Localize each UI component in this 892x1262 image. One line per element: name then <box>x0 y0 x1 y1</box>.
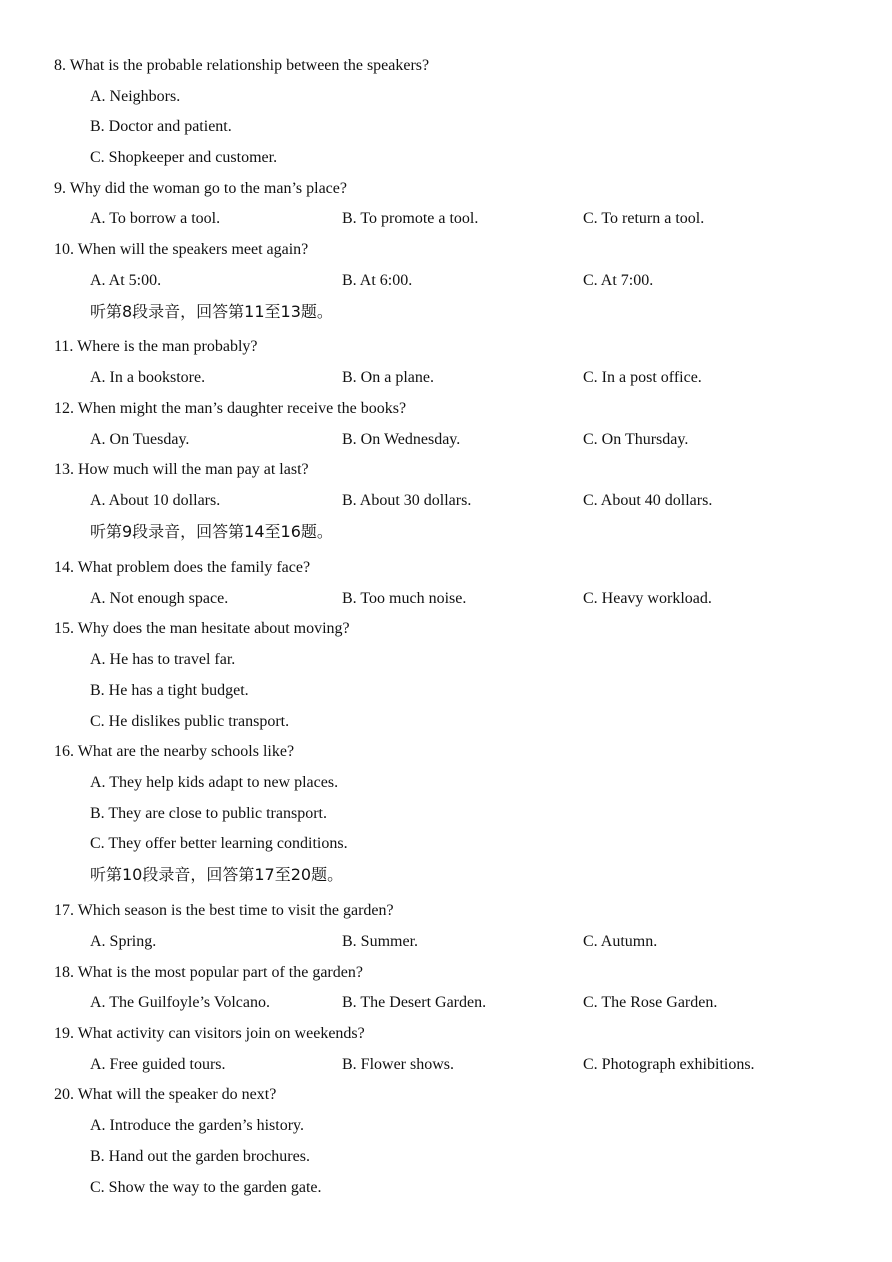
question-12-option-a: A. On Tuesday. <box>90 431 190 448</box>
question-12-option-c: C. On Thursday. <box>583 431 689 448</box>
question-9-option-a: A. To borrow a tool. <box>90 210 221 227</box>
question-16-option-a: A. They help kids adapt to new places. <box>90 774 339 791</box>
question-12-option-b: B. On Wednesday. <box>342 431 461 448</box>
question-13-option-a: A. About 10 dollars. <box>90 492 221 509</box>
question-17-option-c: C. Autumn. <box>583 933 658 950</box>
question-20: 20. What will the speaker do next? <box>54 1086 277 1103</box>
question-19-option-c: C. Photograph exhibitions. <box>583 1056 755 1073</box>
question-15-option-c: C. He dislikes public transport. <box>90 713 290 730</box>
question-13: 13. How much will the man pay at last? <box>54 461 309 478</box>
question-10-option-c: C. At 7:00. <box>583 272 654 289</box>
question-15: 15. Why does the man hesitate about moving? <box>54 620 350 637</box>
question-12: 12. When might the man’s daughter receive the books? <box>54 400 407 417</box>
question-11-option-b: B. On a plane. <box>342 369 434 386</box>
question-19: 19. What activity can visitors join on weekends? <box>54 1025 365 1042</box>
question-8-option-b: B. Doctor and patient. <box>90 118 232 135</box>
section-heading-10: 听第10段录音，回答第17至20题。 <box>90 865 344 884</box>
question-17: 17. Which season is the best time to visit the garden? <box>54 902 394 919</box>
question-16: 16. What are the nearby schools like? <box>54 743 295 760</box>
question-8-option-c: C. Shopkeeper and customer. <box>90 149 278 166</box>
question-14: 14. What problem does the family face? <box>54 559 311 576</box>
question-10: 10. When will the speakers meet again? <box>54 241 309 258</box>
question-18-option-b: B. The Desert Garden. <box>342 994 487 1011</box>
question-20-option-c: C. Show the way to the garden gate. <box>90 1179 322 1196</box>
question-20-option-a: A. Introduce the garden’s history. <box>90 1117 305 1134</box>
question-18-option-a: A. The Guilfoyle’s Volcano. <box>90 994 270 1011</box>
question-11-option-c: C. In a post office. <box>583 369 702 386</box>
question-13-option-c: C. About 40 dollars. <box>583 492 713 509</box>
question-15-option-a: A. He has to travel far. <box>90 651 236 668</box>
question-8: 8. What is the probable relationship between the speakers? <box>54 57 430 74</box>
question-9-option-c: C. To return a tool. <box>583 210 705 227</box>
question-16-option-b: B. They are close to public transport. <box>90 805 327 822</box>
question-17-option-a: A. Spring. <box>90 933 157 950</box>
question-14-option-b: B. Too much noise. <box>342 590 467 607</box>
question-18-option-c: C. The Rose Garden. <box>583 994 718 1011</box>
question-10-option-a: A. At 5:00. <box>90 272 162 289</box>
question-15-option-b: B. He has a tight budget. <box>90 682 249 699</box>
question-11-option-a: A. In a bookstore. <box>90 369 206 386</box>
question-10-option-b: B. At 6:00. <box>342 272 413 289</box>
question-14-option-c: C. Heavy workload. <box>583 590 712 607</box>
question-9: 9. Why did the woman go to the man’s place? <box>54 180 347 197</box>
question-20-option-b: B. Hand out the garden brochures. <box>90 1148 310 1165</box>
question-14-option-a: A. Not enough space. <box>90 590 229 607</box>
question-11: 11. Where is the man probably? <box>54 338 258 355</box>
section-heading-9: 听第9段录音，回答第14至16题。 <box>90 522 333 541</box>
question-19-option-b: B. Flower shows. <box>342 1056 455 1073</box>
question-8-option-a: A. Neighbors. <box>90 88 181 105</box>
question-18: 18. What is the most popular part of the garden? <box>54 964 363 981</box>
question-9-option-b: B. To promote a tool. <box>342 210 479 227</box>
section-heading-8: 听第8段录音，回答第11至13题。 <box>90 302 333 321</box>
question-13-option-b: B. About 30 dollars. <box>342 492 472 509</box>
question-17-option-b: B. Summer. <box>342 933 419 950</box>
question-19-option-a: A. Free guided tours. <box>90 1056 226 1073</box>
question-16-option-c: C. They offer better learning conditions. <box>90 835 348 852</box>
